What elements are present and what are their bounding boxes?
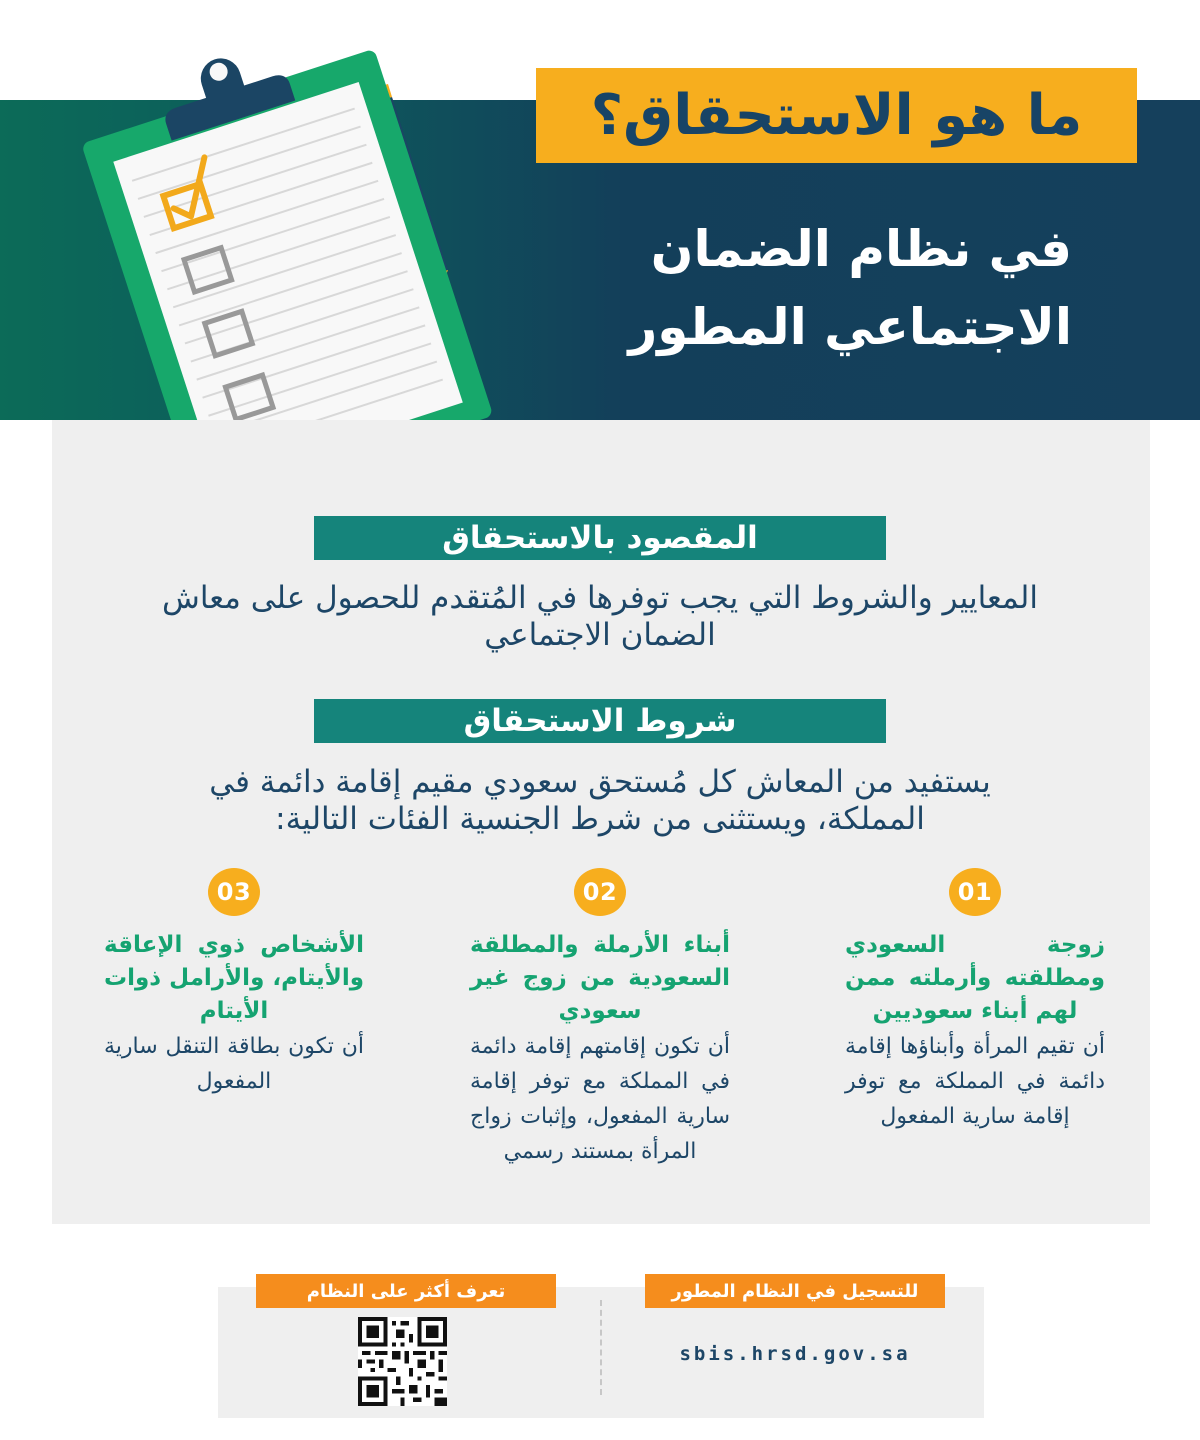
category-title: أبناء الأرملة والمطلقة السعودية من زوج غير سعودي [470, 932, 730, 1024]
category-body: أن تكون بطاقة التنقل سارية المفعول [104, 1034, 364, 1094]
subtitle-line-1: في نظام الضمان [650, 220, 1072, 278]
category-title: زوجة السعودي ومطلقته وأرملته ممن لهم أبناء سعوديين [845, 932, 1105, 1024]
category-body: أن تقيم المرأة وأبناؤها إقامة دائمة في المملكة مع توفر إقامة سارية المفعول [845, 1034, 1105, 1129]
register-label: للتسجيل في النظام المطور [645, 1274, 945, 1308]
page-title: ما هو الاستحقاق؟ [536, 68, 1137, 163]
conditions-line-1: يستفيد من المعاش كل مُستحق سعودي مقيم إقامة دائمة في [209, 764, 991, 800]
category-number: 02 [574, 868, 626, 916]
learn-more-label: تعرف أكثر على النظام [256, 1274, 556, 1308]
category-item [845, 868, 1105, 1134]
subtitle-line-2: الاجتماعي المطور [628, 298, 1072, 356]
footer-divider [600, 1300, 602, 1395]
definition-heading: المقصود بالاستحقاق [314, 516, 886, 560]
conditions-heading: شروط الاستحقاق [314, 699, 886, 743]
registration-url-link[interactable]: sbis.hrsd.gov.sa [679, 1343, 911, 1365]
definition-line-2: الضمان الاجتماعي [484, 617, 716, 653]
page-subtitle [452, 210, 1072, 366]
definition-text [90, 580, 1110, 654]
category-title: الأشخاص ذوي الإعاقة والأيتام، والأرامل ذوات الأيتام [104, 932, 364, 1024]
category-number: 03 [208, 868, 260, 916]
qr-code-icon[interactable] [354, 1317, 451, 1406]
category-item [104, 868, 364, 1099]
definition-line-1: المعايير والشروط التي يجب توفرها في المُتقدم للحصول على معاش [162, 580, 1038, 616]
category-body: أن تكون إقامتهم إقامة دائمة في المملكة مع توفر إقامة سارية المفعول، وإثبات زواج المرأة بمستند رسمي [470, 1034, 730, 1164]
category-number: 01 [949, 868, 1001, 916]
conditions-line-2: المملكة، ويستثنى من شرط الجنسية الفئات التالية: [275, 801, 925, 837]
conditions-text [90, 764, 1110, 838]
category-item [470, 868, 730, 1169]
